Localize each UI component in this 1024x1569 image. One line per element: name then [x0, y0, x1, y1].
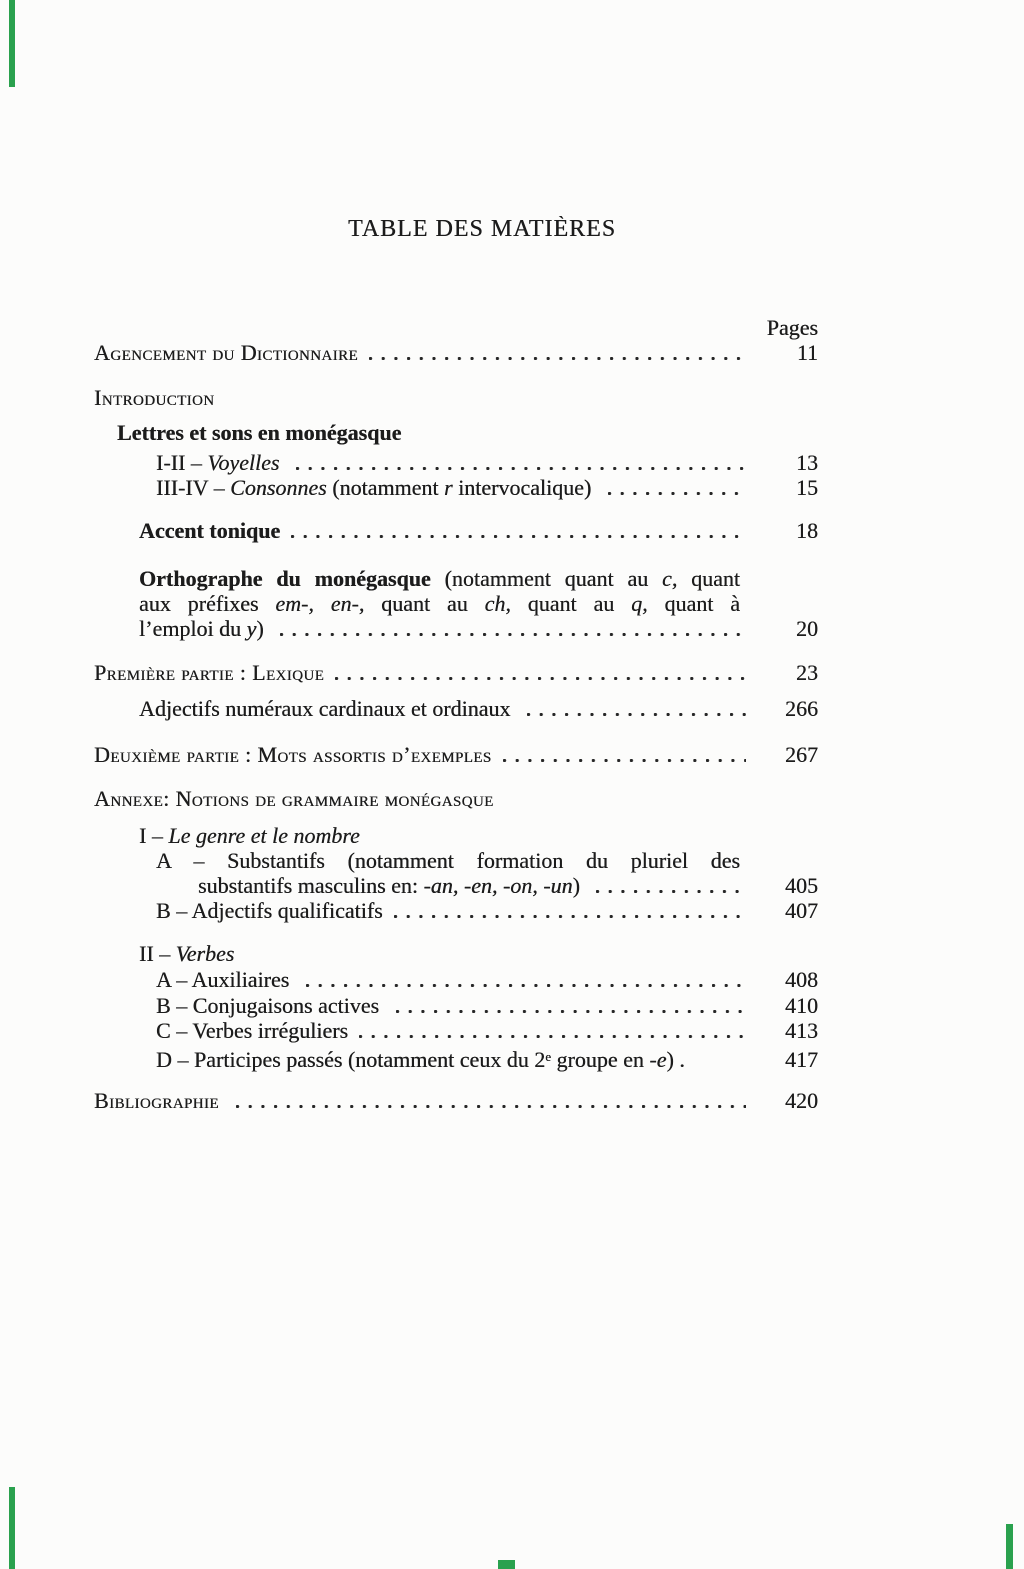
toc-label — [156, 1044, 685, 1072]
toc-text: (notamment — [326, 475, 444, 500]
toc-label — [156, 1018, 348, 1043]
toc-text: c, — [662, 566, 678, 591]
toc-label — [156, 475, 597, 500]
toc-label — [156, 898, 383, 923]
toc-text: I – — [139, 823, 169, 848]
edge-mark-bottom-right — [1006, 1524, 1013, 1569]
page-number: 417 — [785, 1047, 818, 1072]
toc-text: Voyelles — [207, 450, 280, 475]
toc-text: quant — [677, 566, 740, 591]
toc-text — [314, 591, 331, 616]
toc-row-orthographe-l1 — [139, 566, 740, 591]
toc-label — [94, 340, 358, 365]
toc-text: B – Adjectifs qualificatifs — [156, 898, 383, 923]
toc-row-accent-tonique — [139, 518, 818, 543]
toc-label — [94, 742, 492, 767]
toc-text: I-II – — [156, 450, 208, 475]
toc-row-adjectifs-qualificatifs — [156, 898, 818, 923]
toc-row-premiere-partie — [94, 660, 818, 685]
pages-column-header: Pages — [766, 315, 818, 340]
toc-text: intervocalique) — [452, 475, 597, 500]
toc-label — [117, 420, 401, 445]
toc-text: B – Conjugaisons actives — [156, 993, 385, 1018]
toc-row-pages-header — [94, 315, 818, 340]
toc-text: quant à — [647, 591, 740, 616]
toc-label — [139, 518, 280, 543]
toc-text: -en, — [463, 873, 498, 898]
page-number: 405 — [785, 873, 818, 898]
toc-row-voyelles — [156, 450, 818, 475]
toc-text: A – Substantifs (notamment formation du pluriel des — [156, 848, 740, 873]
toc-text: Orthographe du monégasque — [139, 566, 431, 591]
toc-row-conjugaisons-actives — [156, 993, 818, 1018]
page-number: 13 — [796, 450, 818, 475]
toc-text: (notamment quant au — [430, 566, 662, 591]
edge-mark-bottom-left — [9, 1487, 15, 1569]
toc-text: Consonnes — [230, 475, 327, 500]
toc-row-genre-et-nombre — [139, 823, 818, 848]
toc-row-participes-passes — [156, 1044, 818, 1072]
toc-text: Deuxième partie : Mots assortis d’exemples — [94, 742, 492, 767]
toc-text: r — [444, 475, 453, 500]
toc-text: y — [246, 616, 257, 641]
toc-row-bibliographie — [94, 1088, 818, 1113]
toc-row-auxiliaires — [156, 967, 818, 992]
toc-text: aux préfixes — [139, 591, 276, 616]
toc-label — [139, 696, 516, 721]
toc-text: C – Verbes irréguliers — [156, 1018, 349, 1043]
toc-row-annexe — [94, 786, 818, 811]
toc-row-verbes-irreguliers — [156, 1018, 818, 1043]
toc-label — [139, 616, 269, 641]
toc-text — [279, 450, 285, 475]
toc-row-substantifs-l1 — [156, 848, 740, 873]
toc-text: Adjectifs numéraux cardinaux et ordinaux — [139, 696, 516, 721]
page-number: 408 — [785, 967, 818, 992]
toc-row-consonnes — [156, 475, 818, 500]
toc-label — [156, 993, 385, 1018]
toc-text: Introduction — [94, 385, 215, 410]
toc-label — [94, 786, 494, 811]
toc-text: -on, — [502, 873, 538, 898]
page-title: TABLE DES MATIÈRES — [347, 216, 617, 242]
toc-text: e — [545, 1049, 551, 1064]
toc-row-introduction — [94, 385, 818, 410]
toc-row-lettres-et-sons — [117, 420, 818, 445]
page-number: 18 — [796, 518, 818, 543]
toc-text: -e — [649, 1047, 667, 1072]
toc-text: groupe en — [550, 1047, 650, 1072]
toc-row-agencement — [94, 340, 818, 365]
toc-text: Accent tonique — [139, 518, 281, 543]
toc-row-orthographe-l2 — [139, 591, 740, 616]
toc-text: -un — [543, 873, 573, 898]
toc-label — [94, 385, 214, 410]
toc-label — [198, 873, 585, 898]
toc-text: Lettres et sons en monégasque — [117, 420, 402, 445]
toc-label — [94, 660, 324, 685]
toc-row-verbes — [139, 941, 818, 966]
page-number: 410 — [785, 993, 818, 1018]
toc-text: Première partie : Lexique — [94, 660, 325, 685]
toc-text: em-, — [275, 591, 314, 616]
page-number: 23 — [796, 660, 818, 685]
toc-text: III-IV – — [156, 475, 231, 500]
toc-label — [156, 450, 285, 475]
toc-label — [139, 941, 234, 966]
page-number: 413 — [785, 1018, 818, 1043]
toc-text: q, — [631, 591, 648, 616]
toc-text: l’emploi du — [139, 616, 247, 641]
edge-mark-top-left — [9, 0, 15, 87]
toc-text: ch, — [484, 591, 511, 616]
toc-row-orthographe-l3 — [139, 616, 818, 641]
page-number: 407 — [785, 898, 818, 923]
page-number: 266 — [785, 696, 818, 721]
toc-row-deuxieme-partie — [94, 742, 818, 767]
toc-text: quant au — [510, 591, 632, 616]
toc-label — [139, 823, 360, 848]
toc-text: Agencement du Dictionnaire — [94, 340, 358, 365]
toc-text: ) . — [666, 1047, 685, 1072]
page-number: 267 — [785, 742, 818, 767]
toc-text: A – Auxiliaires — [156, 967, 295, 992]
toc-label — [94, 1088, 225, 1113]
toc-text: ) — [572, 873, 586, 898]
toc-text: Verbes — [175, 941, 235, 966]
toc-text: substantifs masculins en: — [198, 873, 424, 898]
toc-text: en-, — [330, 591, 365, 616]
edge-mark-bottom-center — [498, 1560, 515, 1569]
toc-text: -an, — [423, 873, 459, 898]
page-number: 420 — [785, 1088, 818, 1113]
page-number: 11 — [796, 340, 818, 365]
toc-row-adjectifs-numeraux — [139, 696, 818, 721]
toc-text: II – — [139, 941, 176, 966]
toc-text: Bibliographie — [94, 1088, 225, 1113]
toc-text: ) — [256, 616, 270, 641]
toc-text: D – Participes passés (notamment ceux du 2 — [156, 1047, 546, 1072]
toc-row-substantifs-l2 — [198, 873, 818, 898]
toc-text: Le genre et le nombre — [168, 823, 360, 848]
toc-text: Annexe: Notions de grammaire monégasque — [94, 786, 494, 811]
page-number: 15 — [796, 475, 818, 500]
page-number: 20 — [796, 616, 818, 641]
toc-label — [156, 967, 295, 992]
toc-text: quant au — [364, 591, 485, 616]
